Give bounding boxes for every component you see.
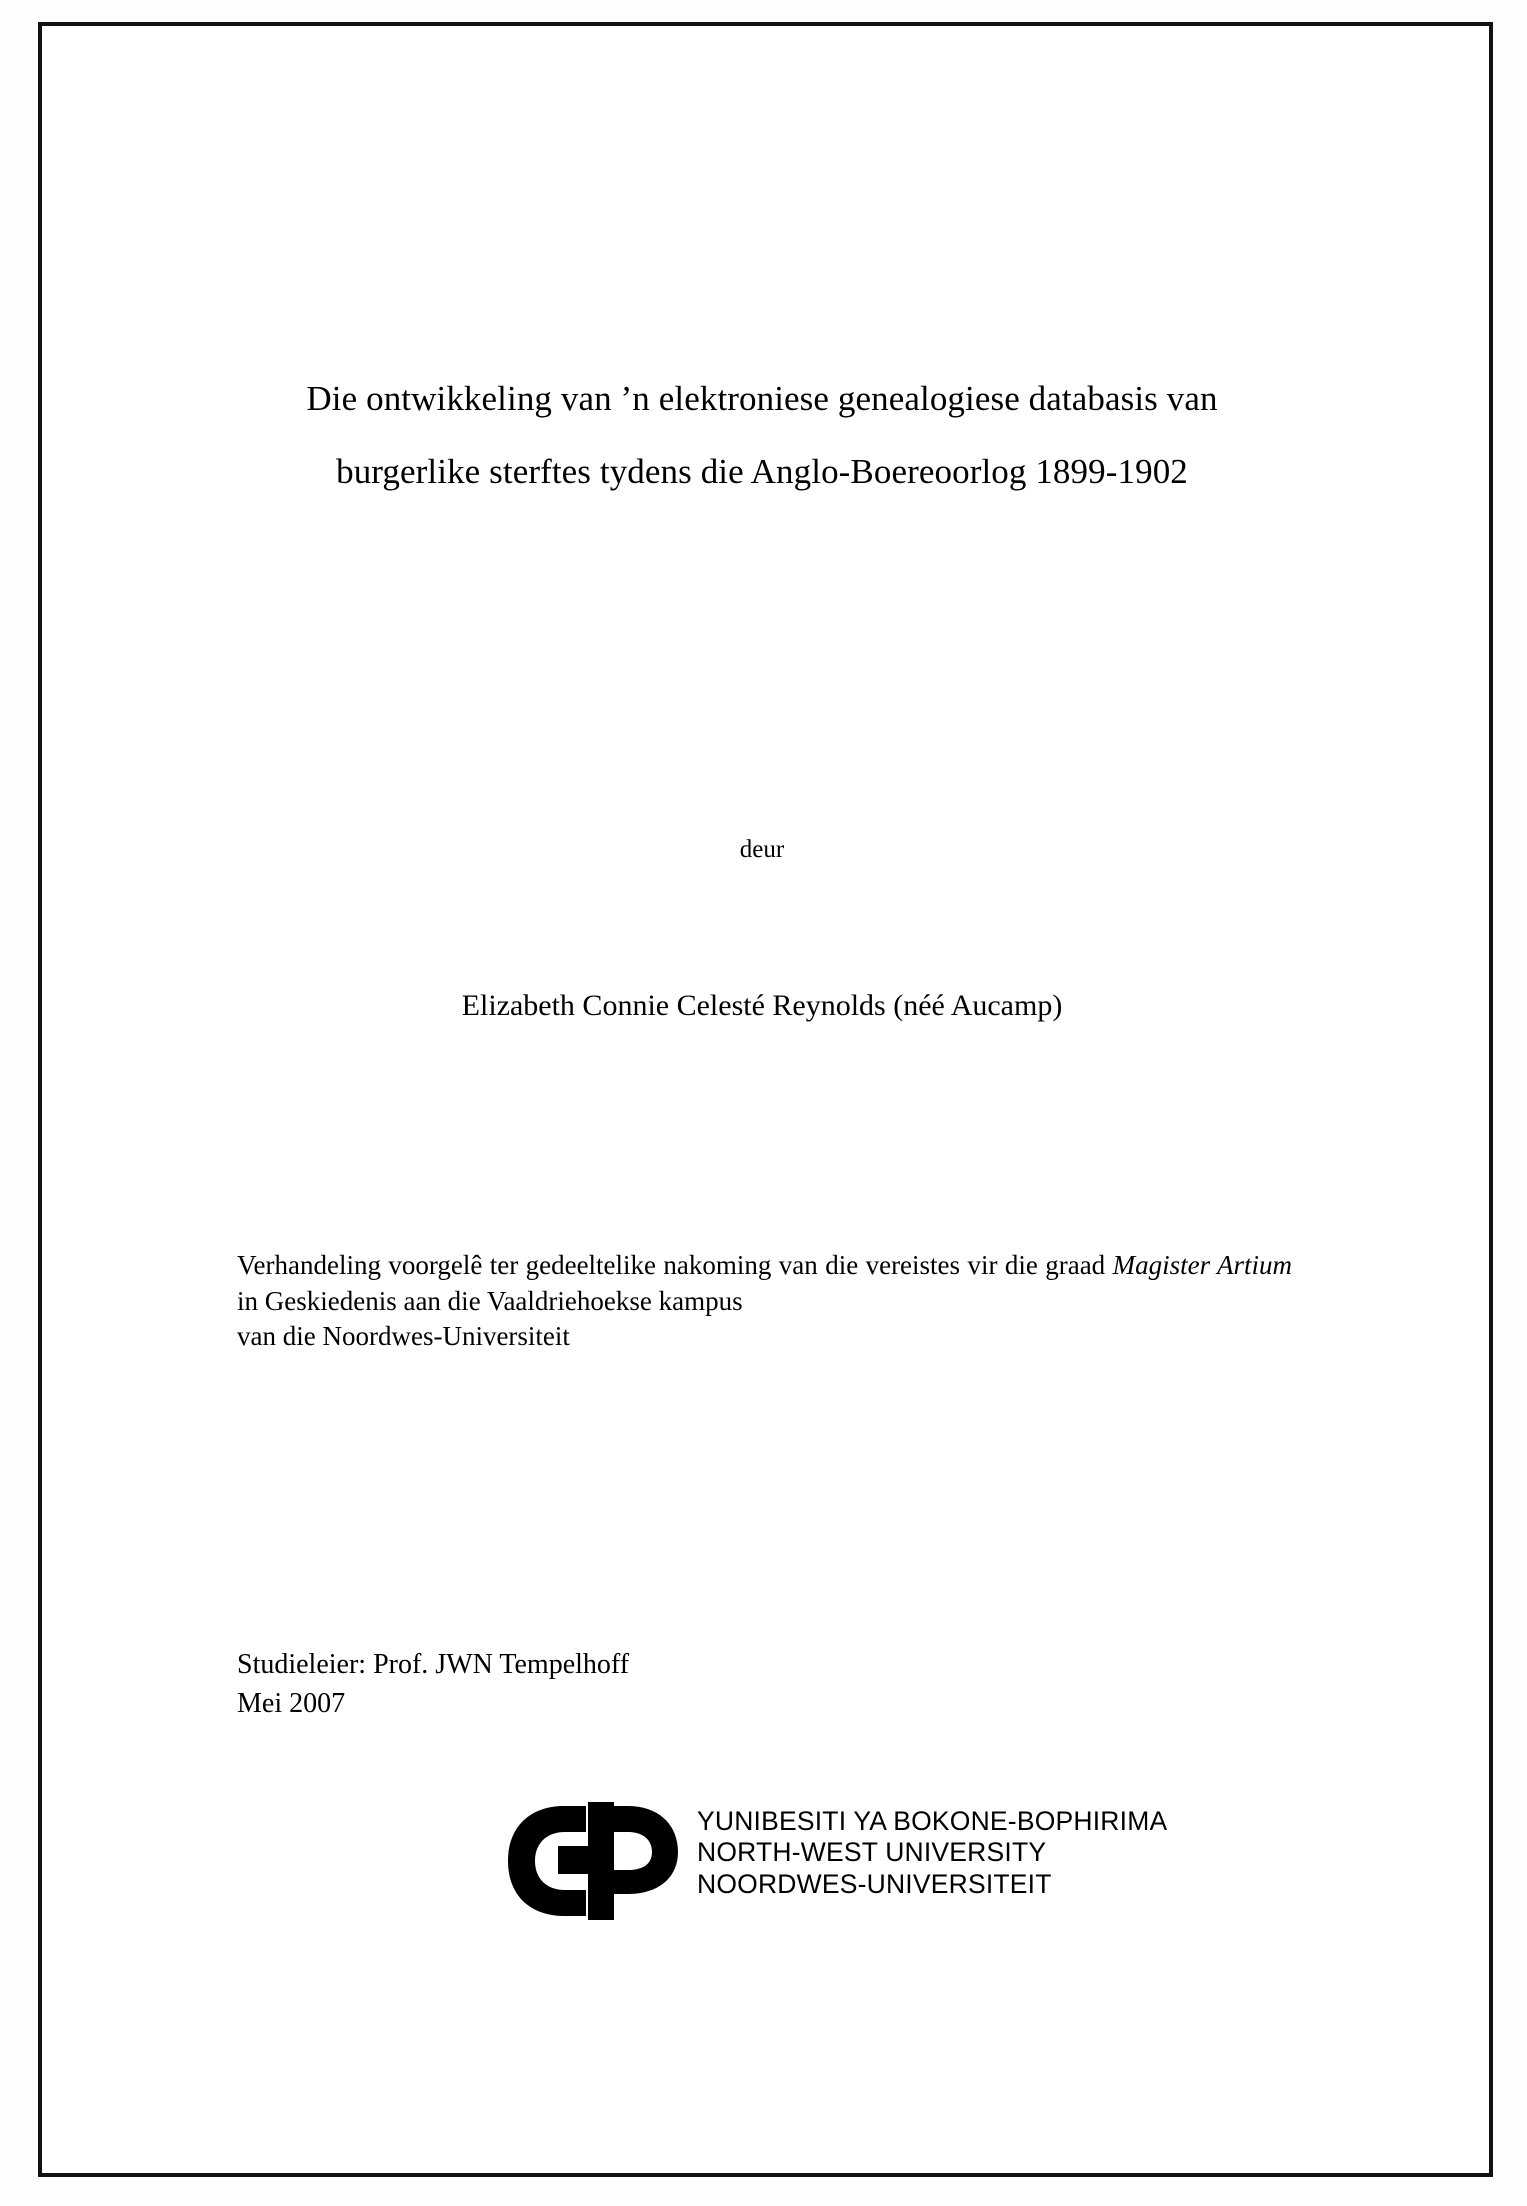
date-line: Mei 2007 bbox=[237, 1687, 346, 1719]
title-line-1: Die ontwikkeling van ’n elektroniese genealogiese databasis van bbox=[306, 379, 1218, 418]
thesis-title bbox=[182, 381, 1342, 489]
degree-statement-part-3: van die Noordwes-Universiteit bbox=[237, 1321, 570, 1352]
title-line-2: burgerlike sterftes tydens die Anglo-Boereoorlog 1899-1902 bbox=[336, 452, 1188, 491]
university-logo bbox=[502, 1796, 1262, 1946]
page-border-frame bbox=[38, 22, 1493, 2177]
supervisor-line: Studieleier: Prof. JWN Tempelhoff bbox=[237, 1649, 630, 1680]
logo-line-3: NOORDWES-UNIVERSITEIT bbox=[697, 1868, 1052, 1899]
supervisor-block bbox=[237, 1646, 1237, 1723]
logo-line-2: NORTH-WEST UNIVERSITY bbox=[697, 1837, 1047, 1868]
degree-statement-part-1: Verhandeling voorgelê ter gedeeltelike nakoming van die vereistes vir die graad bbox=[237, 1250, 1113, 1280]
nwu-logo-icon bbox=[502, 1802, 687, 1920]
page-inner bbox=[42, 26, 1489, 2173]
degree-statement bbox=[237, 1248, 1292, 1355]
title-page-content bbox=[182, 26, 1342, 2173]
by-label: deur bbox=[739, 836, 785, 863]
author-name: Elizabeth Connie Celesté Reynolds (néé Aucamp) bbox=[461, 989, 1063, 1022]
degree-statement-part-2: in Geskiedenis aan die Vaaldriehoekse kampus bbox=[237, 1285, 743, 1316]
logo-line-1: YUNIBESITI YA BOKONE-BOPHIRIMA bbox=[697, 1806, 1168, 1836]
degree-name-italic: Magister Artium bbox=[1112, 1250, 1292, 1280]
university-logo-text bbox=[697, 1806, 1167, 1900]
